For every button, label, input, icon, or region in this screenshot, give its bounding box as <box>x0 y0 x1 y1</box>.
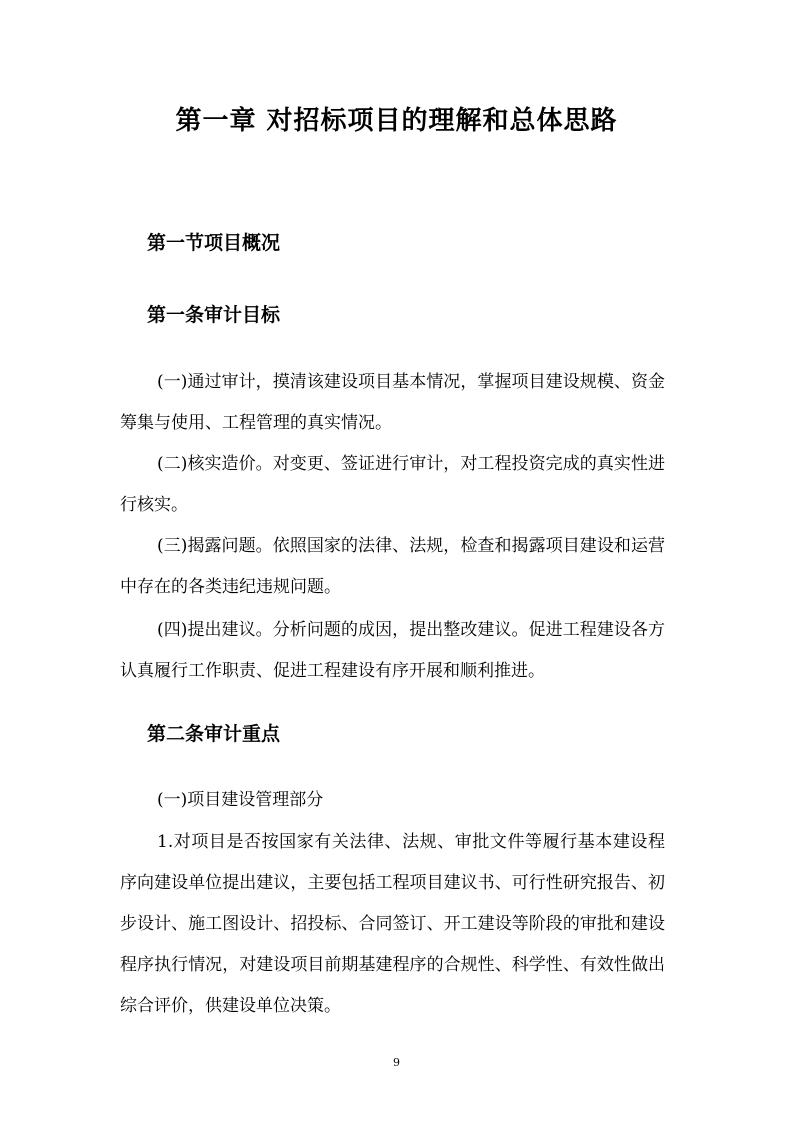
article-1-paragraph-4: (四)提出建议。分析问题的成因，提出整改建议。促进工程建设各方认真履行工作职责、促进工程建设有序开展和顺利推进。 <box>120 620 665 681</box>
article-2-paragraph-1: 1.对项目是否按国家有关法律、法规、审批文件等履行基本建设程序向建设单位提出建议，主要包括工程项目建议书、可行性研究报告、初步设计、施工图设计、招投标、合同签订、开工建设等阶段的审批和建设程序执行情况，对建设项目前期基建程序的合规性、科学性、有效性做出综合评价，供建设单位决策。 <box>120 832 665 1016</box>
page-number: 9 <box>393 1056 400 1069</box>
article-1-paragraph-1: (一)通过审计，摸清该建设项目基本情况，掌握项目建设规模、资金筹集与使用、工程管理的真实情况。 <box>120 372 665 433</box>
article-2-title: 第二条审计重点 <box>147 723 281 745</box>
article-2-subheading: (一)项目建设管理部分 <box>157 790 324 810</box>
chapter-title: 第一章 对招标项目的理解和总体思路 <box>175 106 618 136</box>
article-1-paragraph-3: (三)揭露问题。依照国家的法律、法规，检查和揭露项目建设和运营中存在的各类违纪违规问题。 <box>120 536 665 597</box>
article-1-title: 第一条审计目标 <box>147 304 281 326</box>
section-title: 第一节项目概况 <box>147 232 281 254</box>
article-1-paragraph-2: (二)核实造价。对变更、签证进行审计，对工程投资完成的真实性进行核实。 <box>120 454 665 515</box>
